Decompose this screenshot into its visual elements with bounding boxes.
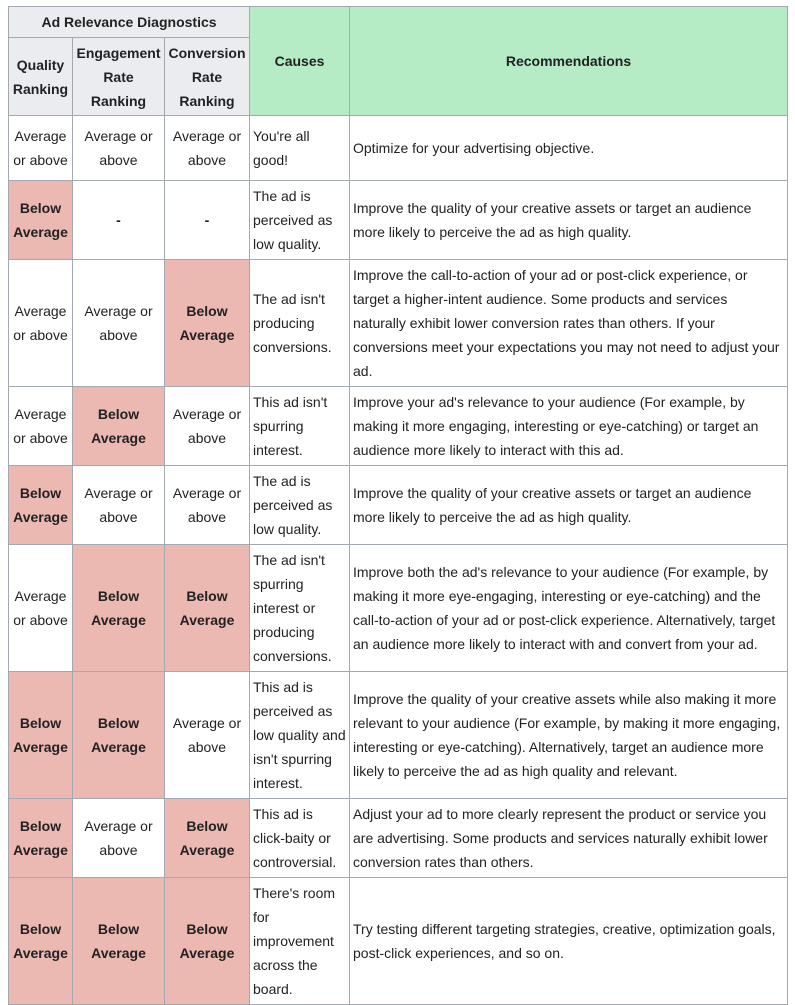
recommendation-cell: Try testing different targeting strategies, creative, optimization goals, post-click experiences, and so on. <box>350 878 788 1005</box>
table-row <box>9 116 788 181</box>
header-conversion-rate-ranking: Conversion Rate Ranking <box>165 38 250 116</box>
diagnostics-container <box>8 6 787 1005</box>
cause-cell: This ad is click-baity or controversial. <box>250 799 350 878</box>
conversion-ranking-cell: Below Average <box>165 799 250 878</box>
engagement-ranking-cell: Average or above <box>73 260 165 387</box>
header-ad-relevance-diagnostics: Ad Relevance Diagnostics <box>9 7 250 38</box>
table-row <box>9 387 788 466</box>
conversion-ranking-cell: Below Average <box>165 878 250 1005</box>
engagement-ranking-cell: Below Average <box>73 545 165 672</box>
header-causes: Causes <box>250 7 350 116</box>
engagement-ranking-cell: Below Average <box>73 387 165 466</box>
table-row <box>9 878 788 1005</box>
cause-cell: The ad isn't producing conversions. <box>250 260 350 387</box>
ad-relevance-table <box>8 6 788 1005</box>
recommendation-cell: Adjust your ad to more clearly represent the product or service you are advertising. Some products and services naturally exhibit lower conversion rates than others. <box>350 799 788 878</box>
table-row <box>9 672 788 799</box>
quality-ranking-cell: Average or above <box>9 116 73 181</box>
cause-cell: The ad is perceived as low quality. <box>250 466 350 545</box>
table-row <box>9 181 788 260</box>
quality-ranking-cell: Below Average <box>9 181 73 260</box>
conversion-ranking-cell: Below Average <box>165 260 250 387</box>
engagement-ranking-cell: Below Average <box>73 672 165 799</box>
engagement-ranking-cell: Average or above <box>73 799 165 878</box>
conversion-ranking-cell: Average or above <box>165 116 250 181</box>
table-header <box>9 7 788 116</box>
recommendation-cell: Optimize for your advertising objective. <box>350 116 788 181</box>
engagement-ranking-cell: Below Average <box>73 878 165 1005</box>
quality-ranking-cell: Below Average <box>9 466 73 545</box>
engagement-ranking-cell: Average or above <box>73 466 165 545</box>
cause-cell: This ad isn't spurring interest. <box>250 387 350 466</box>
cause-cell: There's room for improvement across the board. <box>250 878 350 1005</box>
quality-ranking-cell: Below Average <box>9 878 73 1005</box>
conversion-ranking-cell: Average or above <box>165 466 250 545</box>
table-row <box>9 799 788 878</box>
header-recommendations: Recommendations <box>350 7 788 116</box>
quality-ranking-cell: Average or above <box>9 387 73 466</box>
cause-cell: You're all good! <box>250 116 350 181</box>
recommendation-cell: Improve your ad's relevance to your audience (For example, by making it more engaging, interesting or eye-catching) or target an audience more likely to interact with this ad. <box>350 387 788 466</box>
cause-cell: The ad is perceived as low quality. <box>250 181 350 260</box>
header-engagement-rate-ranking: Engagement Rate Ranking <box>73 38 165 116</box>
conversion-ranking-cell: - <box>165 181 250 260</box>
table-body <box>9 116 788 1005</box>
recommendation-cell: Improve the quality of your creative assets or target an audience more likely to perceive the ad as high quality. <box>350 466 788 545</box>
table-row <box>9 545 788 672</box>
conversion-ranking-cell: Average or above <box>165 672 250 799</box>
table-row <box>9 260 788 387</box>
recommendation-cell: Improve the call-to-action of your ad or post-click experience, or target a higher-intent audience. Some products and services naturally exhibit lower conversion rates than others. If your conversions meet your expectations you may not need to adjust your ad. <box>350 260 788 387</box>
recommendation-cell: Improve the quality of your creative assets while also making it more relevant to your audience (For example, by making it more engaging, interesting or eye-catching). Alternatively, target an audience more likely to perceive the ad as high quality and relevant. <box>350 672 788 799</box>
conversion-ranking-cell: Average or above <box>165 387 250 466</box>
quality-ranking-cell: Below Average <box>9 672 73 799</box>
cause-cell: This ad is perceived as low quality and isn't spurring interest. <box>250 672 350 799</box>
recommendation-cell: Improve both the ad's relevance to your audience (For example, by making it more eye-engaging, interesting or eye-catching) and the call-to-action of your ad or post-click experience. Alternatively, target an audience more likely to interact with and convert from your ad. <box>350 545 788 672</box>
cause-cell: The ad isn't spurring interest or producing conversions. <box>250 545 350 672</box>
conversion-ranking-cell: Below Average <box>165 545 250 672</box>
quality-ranking-cell: Below Average <box>9 799 73 878</box>
quality-ranking-cell: Average or above <box>9 545 73 672</box>
table-row <box>9 466 788 545</box>
quality-ranking-cell: Average or above <box>9 260 73 387</box>
recommendation-cell: Improve the quality of your creative assets or target an audience more likely to perceive the ad as high quality. <box>350 181 788 260</box>
header-quality-ranking: Quality Ranking <box>9 38 73 116</box>
engagement-ranking-cell: Average or above <box>73 116 165 181</box>
engagement-ranking-cell: - <box>73 181 165 260</box>
